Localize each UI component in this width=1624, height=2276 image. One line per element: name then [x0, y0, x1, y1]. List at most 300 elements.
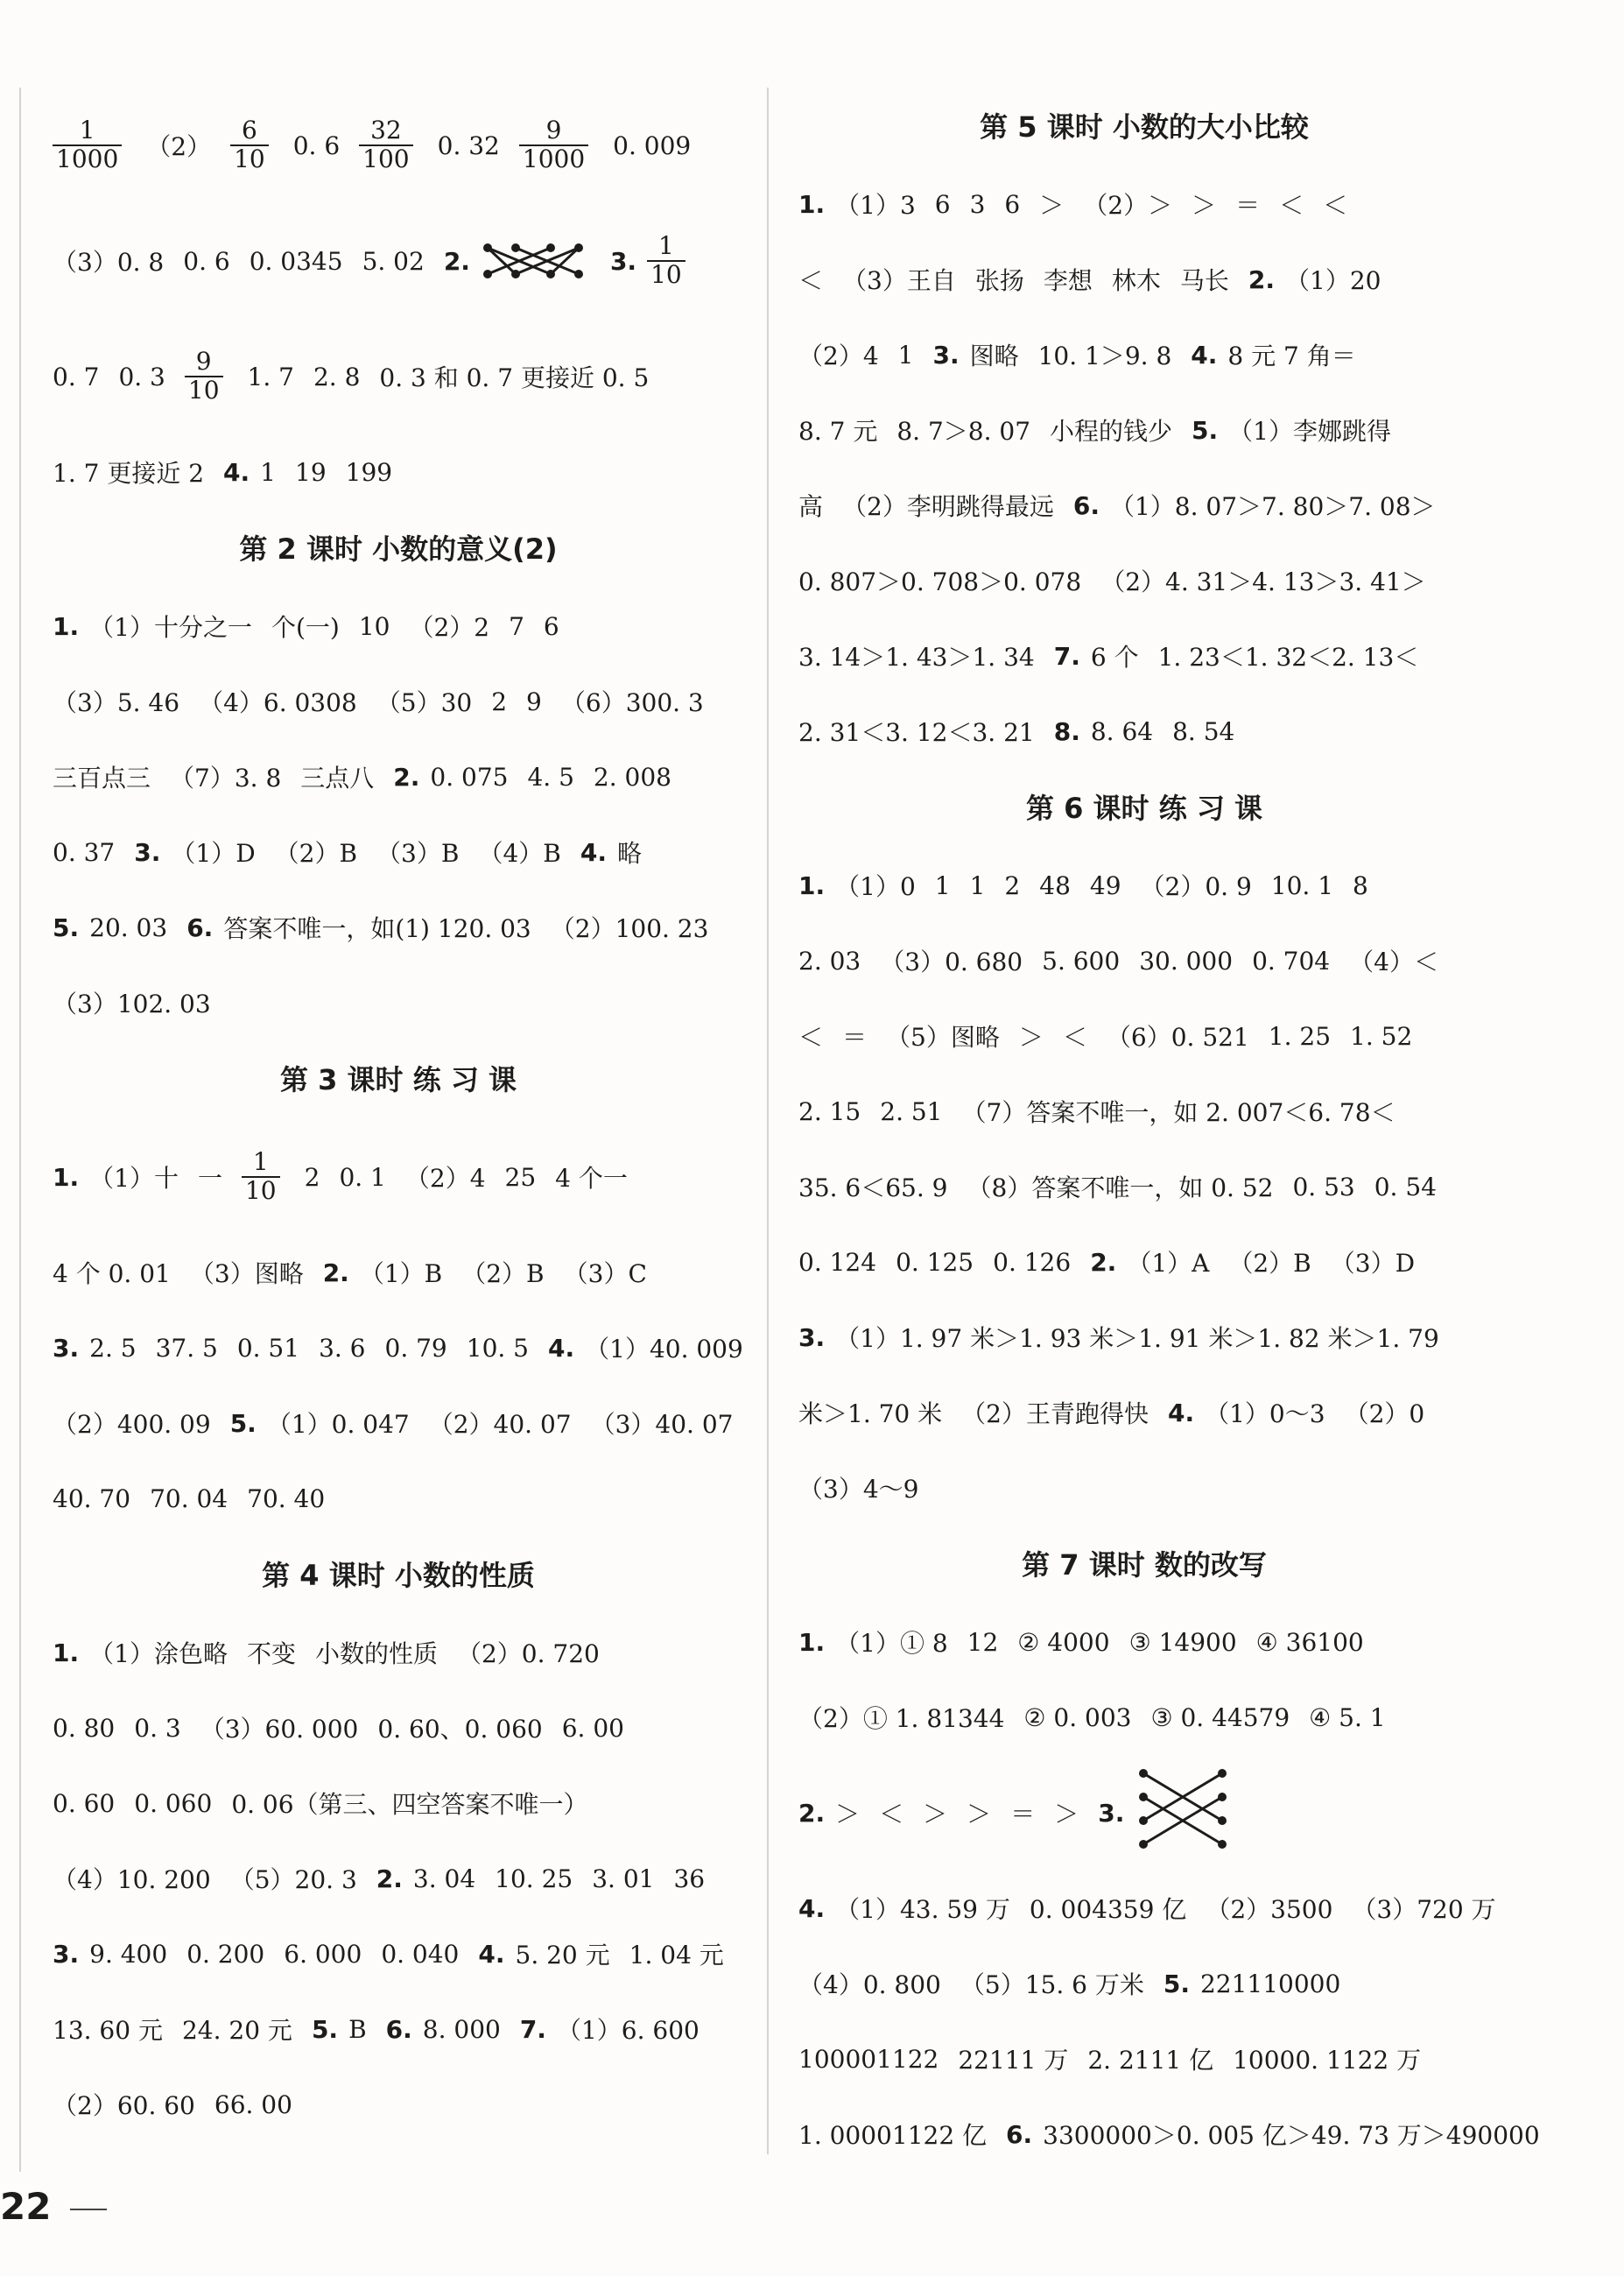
question-number: 4. — [478, 1939, 505, 1969]
fraction-denominator: 100 — [362, 144, 410, 173]
fraction-numerator: 1 — [657, 231, 674, 261]
answer-token: 8. 54 — [1172, 716, 1235, 746]
answer-token: 1. 52 — [1350, 1021, 1413, 1051]
answer-token: （2）0 — [1344, 1399, 1425, 1428]
answer-line — [798, 1149, 1490, 1224]
fraction — [230, 117, 269, 173]
answer-token: 0. 60、0. 060 — [377, 1715, 543, 1744]
answer-line — [53, 1310, 744, 1385]
fraction-numerator: 32 — [370, 116, 402, 145]
answer-token: 8. 7 元 — [798, 417, 878, 446]
matching-dot — [483, 243, 492, 252]
answer-token: 8 — [1353, 870, 1368, 900]
answer-line — [798, 1074, 1490, 1149]
answer-line — [53, 965, 744, 1040]
answer-token: 0. 3 — [134, 1713, 181, 1743]
answer-token: 70. 04 — [150, 1483, 228, 1513]
answer-token: 7 — [509, 611, 524, 641]
answer-token: 6 个 — [1090, 643, 1139, 672]
answer-token: 35. 6＜65. 9 — [798, 1173, 948, 1202]
answer-line — [798, 1871, 1496, 1946]
answer-token: 49 — [1089, 870, 1121, 900]
question-number: 4. — [223, 457, 250, 487]
answer-token: ＞ — [967, 1800, 992, 1829]
answer-token: （3）图略 — [189, 1259, 304, 1288]
answer-token: （1）0 — [835, 872, 916, 901]
answer-token: 9. 400 — [89, 1939, 168, 1969]
answer-token: 李想 — [1043, 266, 1093, 295]
right-column — [798, 88, 1540, 2172]
answer-token: （1）李娜跳得 — [1228, 417, 1391, 446]
fraction — [185, 349, 223, 405]
answer-token: （4）10. 200 — [53, 1865, 211, 1894]
answer-token: （6）0. 521 — [1106, 1023, 1249, 1052]
answer-token: 个(一) — [271, 613, 340, 642]
answer-token: 8. 7＞8. 07 — [896, 417, 1031, 446]
answer-line — [53, 434, 744, 510]
answer-token: 三点八 — [300, 764, 375, 793]
answer-token: 0. 125 — [896, 1247, 974, 1277]
question-number: 4. — [548, 1333, 575, 1363]
answer-token: ② 4000 — [1017, 1627, 1110, 1657]
matching-dot — [511, 270, 520, 278]
answer-token: 2 — [1004, 870, 1021, 900]
answer-line — [798, 1375, 1490, 1450]
matching-dot — [546, 243, 555, 252]
answer-token: ＜ — [879, 1800, 904, 1829]
question-number: 7. — [519, 2014, 546, 2044]
page-number: 22 — [0, 2185, 52, 2228]
answer-token: 5. 600 — [1042, 946, 1121, 976]
fraction-denominator: 10 — [187, 376, 220, 405]
answer-token: 8. 000 — [422, 2014, 501, 2044]
answer-token: （2）B — [1228, 1249, 1311, 1278]
answer-token: ＞ — [1192, 191, 1217, 220]
answer-token: （5）20. 3 — [229, 1865, 357, 1894]
answer-token: 36 — [673, 1864, 706, 1893]
question-number: 5. — [311, 2014, 339, 2044]
answer-token: （1）43. 59 万 — [835, 1895, 1010, 1924]
answer-token: （1）B — [359, 1259, 443, 1288]
answer-token: （4）＜ — [1349, 948, 1438, 976]
section-heading: 第 6 课时 练 习 课 — [1026, 792, 1262, 825]
fraction-numerator: 1 — [79, 116, 95, 145]
answer-token: 1. 7 — [247, 362, 294, 391]
answer-token: ② 0. 003 — [1023, 1702, 1132, 1732]
answer-token: ＜ — [798, 1023, 824, 1052]
answer-token: 2 — [304, 1162, 320, 1192]
answer-token: （3）C — [563, 1259, 647, 1288]
answer-token: 3. 04 — [412, 1864, 476, 1893]
answer-token: 25 — [504, 1162, 537, 1192]
question-number: 6. — [1006, 2119, 1033, 2149]
answer-token: （4）0. 800 — [798, 1970, 941, 1999]
answer-line — [53, 203, 744, 319]
answer-token: 答案不唯一，如(1) 120. 03 — [223, 914, 531, 943]
answer-line — [53, 2067, 744, 2142]
answer-token: 12 — [967, 1627, 999, 1657]
answer-token: 略 — [616, 839, 642, 868]
answer-token: 0. 79 — [384, 1333, 447, 1363]
matching-dot — [483, 270, 492, 278]
answer-token: （3）720 万 — [1352, 1895, 1496, 1924]
answer-token: （2）3500 — [1206, 1895, 1333, 1924]
answer-token: 6 — [543, 611, 559, 641]
question-number: 1. — [798, 1627, 826, 1657]
answer-token: 高 — [798, 492, 824, 521]
section-heading: 第 4 课时 小数的性质 — [262, 1559, 535, 1592]
answer-token: 2 — [491, 687, 508, 716]
question-number: 2. — [1090, 1247, 1117, 1277]
answer-token: （3）王自 — [842, 266, 956, 295]
answer-token: 1. 00001122 亿 — [798, 2121, 988, 2150]
answer-token: （2）B — [274, 839, 358, 868]
answer-token: （1）D — [171, 839, 256, 868]
answer-token: （2）0. 9 — [1140, 872, 1252, 901]
answer-token: 马长 — [1179, 266, 1229, 295]
answer-line — [798, 543, 1490, 618]
answer-token: ＝ — [1010, 1800, 1036, 1829]
answer-line — [798, 1755, 1490, 1871]
answer-token: 100001122 — [798, 2044, 939, 2074]
answer-token: 小数的性质 — [314, 1639, 438, 1668]
answer-token: 1 — [260, 457, 276, 487]
answer-token: ③ 14900 — [1128, 1627, 1237, 1657]
answer-line — [798, 1300, 1490, 1375]
answer-token: （7）3. 8 — [170, 764, 282, 793]
answer-token: 2. 15 — [798, 1096, 861, 1126]
answer-line — [798, 1680, 1490, 1755]
answer-token: （2）王青跑得快 — [961, 1399, 1149, 1428]
answer-token: 0. 37 — [53, 837, 116, 867]
answer-line — [53, 1841, 744, 1916]
answer-token: 8. 64 — [1090, 716, 1154, 746]
question-number: 3. — [1098, 1798, 1125, 1828]
answer-line — [798, 2021, 1490, 2096]
answer-token: 0. 3 和 0. 7 更接近 0. 5 — [379, 363, 650, 392]
answer-token: 0. 51 — [236, 1333, 300, 1363]
answer-token: 48 — [1039, 870, 1071, 900]
answer-token: 林木 — [1111, 266, 1161, 295]
answer-token: 0. 1 — [339, 1162, 386, 1192]
answer-token: （8）答案不唯一，如 0. 52 — [967, 1173, 1274, 1202]
answer-token: （1）8. 07＞7. 80＞7. 08＞ — [1109, 492, 1436, 521]
matching-dot — [1218, 1793, 1227, 1801]
question-number: 6. — [186, 913, 214, 942]
question-number: 6. — [385, 2014, 412, 2044]
answer-token: 199 — [345, 457, 393, 487]
question-number: 1. — [798, 870, 826, 900]
answer-line — [798, 1604, 1490, 1680]
section-heading: 第 2 课时 小数的意义(2) — [239, 532, 558, 566]
answer-token: （2）100. 23 — [550, 914, 709, 943]
answer-token: ④ 36100 — [1255, 1627, 1364, 1657]
matching-dot — [511, 243, 520, 252]
answer-token: 0. 54 — [1374, 1172, 1437, 1201]
fraction — [53, 117, 122, 173]
matching-dot — [574, 243, 583, 252]
answer-token: 图略 — [969, 342, 1019, 370]
question-number: 5. — [229, 1408, 257, 1438]
answer-token: 19 — [295, 457, 327, 487]
answer-token: 1. 25 — [1268, 1021, 1332, 1051]
answer-token: （3）102. 03 — [53, 990, 211, 1018]
fraction-denominator: 1000 — [56, 144, 119, 173]
fraction-denominator: 10 — [234, 144, 265, 173]
answer-line — [53, 664, 744, 739]
answer-token: （2）2 — [409, 613, 490, 642]
answer-token: （1）6. 600 — [556, 2016, 700, 2045]
answer-token: （2）60. 60 — [53, 2091, 195, 2120]
answer-token: ＞ — [1039, 191, 1065, 220]
answer-token: （3）5. 46 — [53, 688, 180, 717]
answer-token: 0. 040 — [381, 1939, 460, 1969]
answer-token: 0. 704 — [1252, 946, 1331, 976]
answer-token: （2）4. 31＞4. 13＞3. 41＞ — [1100, 567, 1426, 596]
answer-token: 8 元 7 角＝ — [1227, 342, 1356, 370]
answer-token: （1）A — [1127, 1249, 1210, 1278]
answer-token: ＜ — [1062, 1023, 1087, 1052]
answer-token: 0. 6 — [292, 130, 341, 160]
answer-line — [798, 694, 1490, 769]
fraction-denominator: 1000 — [522, 144, 586, 173]
answer-token: （2） — [146, 132, 212, 161]
answer-line — [798, 923, 1490, 998]
section-heading: 第 7 课时 数的改写 — [1022, 1548, 1267, 1582]
answer-line — [53, 1385, 744, 1461]
answer-line — [53, 739, 744, 814]
answer-token: 0. 3 — [118, 362, 165, 391]
answer-token: 米＞1. 70 米 — [798, 1399, 943, 1428]
answer-token: 6. 000 — [284, 1939, 362, 1969]
question-number: 3. — [134, 837, 161, 867]
answer-token: （2）＞ — [1083, 191, 1173, 220]
question-number: 1. — [798, 189, 826, 219]
answer-token: （1）1. 97 米＞1. 93 米＞1. 91 米＞1. 82 米＞1. 79 — [835, 1324, 1439, 1353]
answer-token: （2）B — [461, 1259, 545, 1288]
answer-token: 1 — [934, 870, 951, 900]
answer-line — [798, 317, 1490, 392]
answer-token: （1）40. 009 — [585, 1335, 743, 1363]
page-number-dash — [70, 2209, 107, 2210]
answer-token: 24. 20 元 — [181, 2016, 292, 2045]
answer-token: 3. 6 — [319, 1333, 366, 1363]
answer-token: （5）图略 — [886, 1023, 1000, 1052]
answer-token: 1. 04 元 — [629, 1941, 724, 1969]
section-heading: 第 5 课时 小数的大小比较 — [980, 110, 1309, 144]
fraction-numerator: 1 — [252, 1147, 269, 1177]
answer-token: ＞ — [1018, 1023, 1044, 1052]
answer-token: 6 — [934, 189, 951, 219]
section-heading: 第 3 课时 练 习 课 — [280, 1063, 517, 1096]
answer-token: （1）0. 047 — [266, 1410, 410, 1439]
question-number: 4. — [1191, 340, 1218, 370]
answer-token: （3）60. 000 — [200, 1715, 359, 1744]
answer-token: 3300000＞0. 005 亿＞49. 73 万＞490000 — [1043, 2121, 1540, 2150]
answer-token: 0. 0345 — [249, 246, 343, 276]
answer-token: 0. 32 — [437, 130, 500, 160]
answer-token: （3）0. 680 — [880, 948, 1023, 976]
answer-token: （3）40. 07 — [590, 1410, 734, 1439]
question-number: 4. — [1167, 1398, 1195, 1427]
answer-token: 2. 008 — [593, 762, 671, 792]
answer-line — [798, 618, 1490, 694]
matching-dot — [1139, 1793, 1148, 1801]
answer-line — [798, 1224, 1490, 1300]
answer-token: （2）4 — [404, 1164, 486, 1193]
answer-token: （3）D — [1330, 1249, 1416, 1278]
answer-token: （5）30 — [376, 688, 473, 717]
answer-token: 0. 004359 亿 — [1029, 1895, 1187, 1924]
matching-dot — [1218, 1769, 1227, 1778]
question-number: 1. — [53, 611, 80, 641]
matching-dot — [1218, 1840, 1227, 1849]
answer-token: ＝ — [1235, 191, 1261, 220]
answer-token: 2. 2111 亿 — [1087, 2046, 1214, 2075]
answer-token: 不变 — [246, 1639, 296, 1668]
answer-token: （5）15. 6 万米 — [960, 1970, 1144, 1999]
answer-token: 0. 60 — [53, 1788, 116, 1818]
matching-lines-diagram — [481, 239, 586, 283]
answer-token: 1 — [969, 870, 986, 900]
answer-token: 张扬 — [974, 266, 1024, 295]
answer-token: 2. 31＜3. 12＜3. 21 — [798, 718, 1035, 747]
answer-token: 22111 万 — [958, 2046, 1069, 2075]
answer-token: ＜ — [1279, 191, 1304, 220]
answer-token: （1）涂色略 — [89, 1639, 228, 1668]
answer-token: 6. 00 — [561, 1713, 624, 1743]
answer-token: 10. 5 — [466, 1333, 529, 1363]
answer-token: 0. 06（第三、四空答案不唯一） — [231, 1790, 588, 1819]
answer-line — [53, 890, 744, 965]
answer-token: （2）40. 07 — [428, 1410, 572, 1439]
answer-line — [53, 588, 744, 664]
answer-token: 4 个 0. 01 — [53, 1259, 171, 1288]
answer-token: 3 — [969, 189, 986, 219]
answer-line — [53, 1119, 744, 1235]
answer-token: （1）① 8 — [835, 1629, 948, 1658]
column-divider — [767, 88, 769, 2154]
answer-token: 10 — [358, 611, 390, 641]
question-number: 8. — [1053, 716, 1080, 746]
answer-line — [798, 468, 1490, 543]
answer-token: 2. 5 — [89, 1333, 137, 1363]
answer-token: 6 — [1004, 189, 1021, 219]
question-number: 1. — [53, 1162, 80, 1192]
answer-token: 13. 60 元 — [53, 2016, 163, 2045]
answer-line — [53, 88, 744, 203]
answer-line — [798, 998, 1490, 1074]
fraction — [519, 117, 588, 173]
answer-token: （1）0～3 — [1205, 1399, 1325, 1428]
answer-line — [53, 1991, 744, 2067]
question-number: 3. — [798, 1322, 826, 1352]
answer-line — [798, 1450, 1490, 1526]
answer-token: ＝ — [842, 1023, 868, 1052]
fraction — [647, 233, 685, 289]
answer-token: 0. 6 — [183, 246, 230, 276]
question-number: 2. — [393, 762, 420, 792]
answer-line — [798, 848, 1490, 923]
question-number: 4. — [798, 1893, 826, 1923]
question-number: 6. — [1072, 490, 1100, 520]
answer-line — [53, 1615, 744, 1690]
question-number: 3. — [53, 1333, 80, 1363]
answer-line — [798, 2096, 1540, 2172]
question-number: 3. — [609, 246, 637, 276]
answer-token: 5. 02 — [362, 246, 425, 276]
answer-line — [53, 1765, 744, 1841]
answer-token: ＞ — [1054, 1800, 1079, 1829]
answer-token: ④ 5. 1 — [1309, 1702, 1386, 1732]
answer-token: （1）20 — [1285, 266, 1381, 295]
answer-token: 2. 03 — [798, 946, 861, 976]
question-number: 2. — [376, 1864, 403, 1893]
answer-token: 37. 5 — [155, 1333, 218, 1363]
question-number: 2. — [322, 1258, 349, 1287]
answer-token: 小程的钱少 — [1050, 417, 1173, 446]
answer-token: 10000. 1122 万 — [1233, 2046, 1422, 2075]
answer-token: 一 — [197, 1164, 222, 1193]
answer-token: 1 — [897, 340, 914, 370]
answer-line — [53, 1916, 744, 1991]
answer-token: 10. 1 — [1270, 870, 1334, 900]
answer-token: 0. 075 — [430, 762, 509, 792]
answer-token: （3）0. 8 — [53, 248, 165, 277]
answer-token: 0. 80 — [53, 1713, 116, 1743]
answer-token: 0. 7 — [53, 362, 100, 391]
answer-token: （4）B — [478, 839, 561, 868]
answer-token: 10. 1＞9. 8 — [1037, 342, 1172, 370]
matching-dot — [546, 270, 555, 278]
answer-token: 三百点三 — [53, 764, 151, 793]
answer-token: 4. 5 — [527, 762, 574, 792]
matching-line — [551, 248, 579, 274]
answer-token: （3）4～9 — [798, 1475, 919, 1504]
fraction-numerator: 9 — [545, 116, 562, 145]
answer-token: ＞ — [835, 1800, 861, 1829]
matching-line — [488, 248, 516, 274]
answer-token: ＜ — [1323, 191, 1348, 220]
answer-token: 1. 23＜1. 32＜2. 13＜ — [1157, 643, 1419, 672]
question-number: 5. — [53, 913, 80, 942]
answer-token: 0. 124 — [798, 1247, 877, 1277]
answer-token: ＜ — [798, 266, 824, 295]
answer-token: （1）十 — [89, 1164, 179, 1193]
answer-line — [53, 1461, 744, 1536]
answer-token: 3. 01 — [592, 1864, 655, 1893]
answer-line — [53, 319, 744, 434]
question-number: 2. — [798, 1798, 826, 1828]
answer-token: 0. 53 — [1292, 1172, 1355, 1201]
answer-token: （2）0. 720 — [456, 1639, 600, 1668]
answer-token: （1）3 — [835, 191, 916, 220]
answer-line — [798, 1946, 1490, 2021]
answer-token: 221110000 — [1199, 1969, 1341, 1998]
fraction-denominator: 10 — [244, 1176, 277, 1205]
answer-token: ③ 0. 44579 — [1150, 1702, 1290, 1732]
answer-token: 2. 8 — [313, 362, 361, 391]
matching-dot — [1218, 1816, 1227, 1825]
matching-dot — [574, 270, 583, 278]
answer-token: B — [348, 2014, 367, 2044]
answer-token: 2. 51 — [880, 1096, 943, 1126]
answer-token: （3）B — [376, 839, 460, 868]
fraction-denominator: 10 — [650, 260, 682, 289]
question-number: 7. — [1053, 641, 1080, 671]
matching-dot — [1139, 1840, 1148, 1849]
answer-token: 0. 060 — [134, 1788, 213, 1818]
